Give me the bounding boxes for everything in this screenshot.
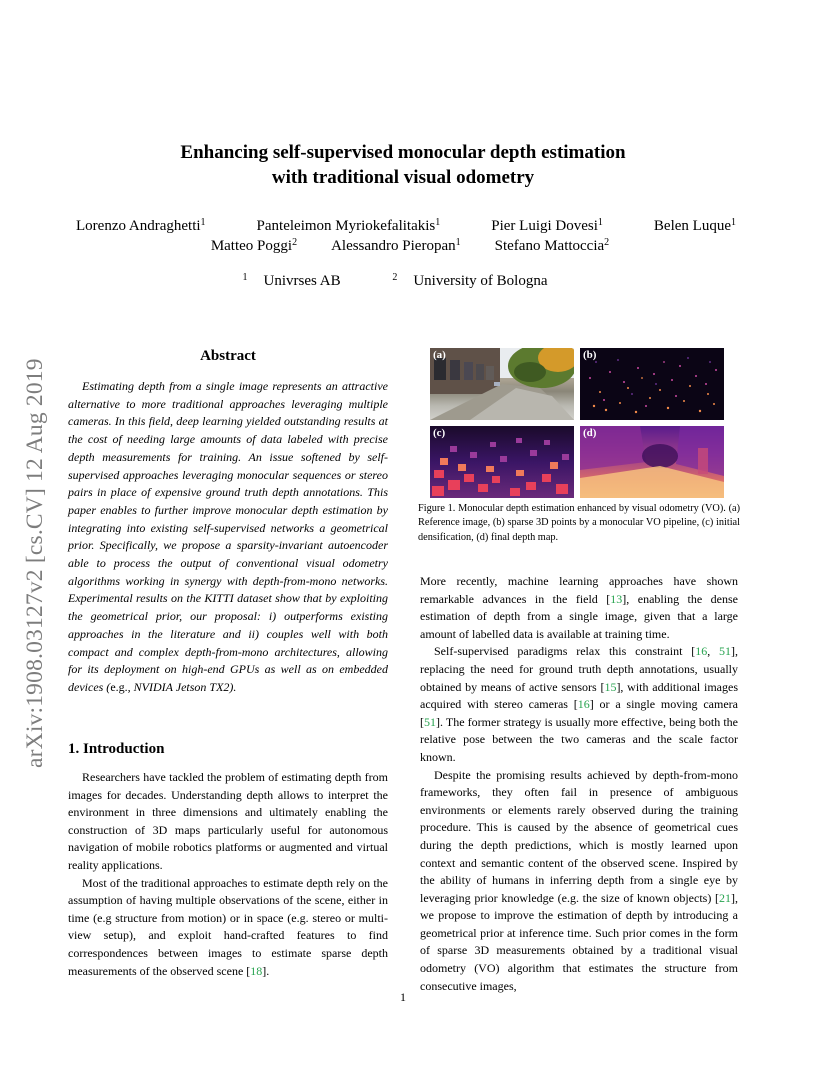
page-number: 1 [400,990,406,1004]
figure-panel-a [430,348,574,420]
author: Stefano Mattoccia$^2$ [494,237,610,254]
author: Alessandro Pieropan$^1$ [331,237,461,254]
arxiv-stamp: arXiv:1908.03127v2 [cs.CV] 12 Aug 2019 [22,358,48,768]
paragraph: Researchers have tackled the problem of estimating depth from images for decades. Understanding depth allows to interpret the environment in three dimensions and ultimately enabling the construction of 3D maps particularly useful for autonomous navigation of mobile robotics platforms or augmented and virtual reality applications. [68,770,388,872]
paper-title [0,140,806,190]
author: Pier Luigi Dovesi$^1$ [491,217,603,234]
affiliation: $^2$ University of Bologna [392,272,548,289]
author: Lorenzo Andraghetti$^1$ [76,217,206,234]
paragraph: More recently, machine learning approaches have shown remarkable advances in the field [13], enabling the dense estimation of depth from a single image, given that a large amount of labelled data is available at training time. [420,574,738,641]
figure-panel-b [580,348,724,420]
panel-label: (c) [433,427,446,439]
citation-link[interactable]: 15 [604,679,617,694]
street-scene-photo-icon [430,348,574,420]
citation-link[interactable]: 16 [695,644,708,659]
author: Panteleimon Myriokefalitakis$^1$ [256,217,441,234]
citation-link[interactable]: 51 [719,644,732,659]
panel-label: (b) [583,349,597,361]
title-line-2: with traditional visual odometry [271,167,535,188]
citation-link[interactable]: 21 [719,890,731,905]
paragraph: Most of the traditional approaches to estimate depth rely on the assumption of having multiple observations of the scene, either in time (e.g structure from motion) or in space (e.g. stereo or multi-view setup), and exploit hand-crafted features to find correspondences between images to estimate sparse depth measurements of the observed scene [18]. [68,875,388,978]
citation-link[interactable]: 16 [577,697,590,712]
figure-1 [430,348,728,500]
citation-link[interactable]: 13 [610,591,623,606]
citation-link[interactable]: 51 [424,714,436,729]
initial-densification-map-icon [430,426,574,498]
figure-panel-d [580,426,724,498]
panel-label: (d) [583,427,597,439]
author: Matteo Poggi$^2$ [210,237,298,254]
abstract-heading: Abstract [200,348,256,364]
figure-panel-c [430,426,574,498]
affiliations [0,273,806,290]
right-column-text [420,573,738,995]
authors-row-1 [76,218,736,235]
author: Belen Luque$^1$ [653,217,736,234]
authors-row-2 [60,238,760,255]
paragraph: Self-supervised paradigms relax this constraint [16, 51], replacing the need for ground truth depth annotations, usually obtained by means of active sensors [15], with additional images acquired with stereo cameras [16] or a single moving camera [51]. The former strategy is usually more effective, being both the relative pose between the two cameras and the scale factor known. [420,644,739,764]
title-line-1: Enhancing self-supervised monocular depth estimation [180,142,626,163]
affiliation: $^1$ Univrses AB [242,272,341,289]
paragraph: Despite the promising results achieved by depth-from-mono frameworks, they often fail in presence of ambiguous environments or elements rarely observed during the training procedure. This is caused by the absence of geometrical cues during the depth predictions, which is mostly learned upon context and semantic content of the observed scene. Inspired by the ability of humans in inferring depth from a single eye by leveraging prior knowledge (e.g. the size of known objects) [21], we propose to improve the estimation of depth by introducing a geometrical prior at inference time. Such prior comes in the form of sparse 3D measurements obtained by a traditional visual odometry (VO) algorithm that estimates the structure from consecutive images, [420,767,738,993]
section-heading-introduction: 1. Introduction [68,741,165,757]
figure-caption: Figure 1. Monocular depth estimation enhanced by visual odometry (VO). (a) Reference image, (b) sparse 3D points by a monocular VO pipeline, (c) initial densification, (d) final depth map. [418,503,740,543]
abstract-body: Estimating depth from a single image represents an attractive alternative to more traditional approaches leveraging multiple cameras. In this field, deep learning yielded outstanding results at the cost of needing large amounts of data labeled with precise depth measurements for training. An issue softened by self-supervised approaches leveraging monocular sequences or stereo pairs in place of expensive ground truth depth annotations. This paper enables to further improve monocular depth estimation by integrating into existing self-supervised networks a geometrical prior. Specifically, we propose a sparsity-invariant autoencoder able to process the output of conventional visual odometry algorithms working in synergy with depth-from-mono networks. Experimental results on the KITTI dataset show that by exploiting the geometrical prior, our proposal: i) outperforms existing approaches in the literature and ii) couples well with both compact and complex depth-from-mono architectures, allowing for its deployment on high-end GPUs as well as on embedded devices (e.g., NVIDIA Jetson TX2). [68,379,388,694]
sparse-points-map-icon [580,348,724,420]
citation-link[interactable]: 18 [250,963,263,978]
left-column-text [68,769,388,980]
final-depth-map-icon [580,426,724,498]
panel-label: (a) [433,349,446,361]
